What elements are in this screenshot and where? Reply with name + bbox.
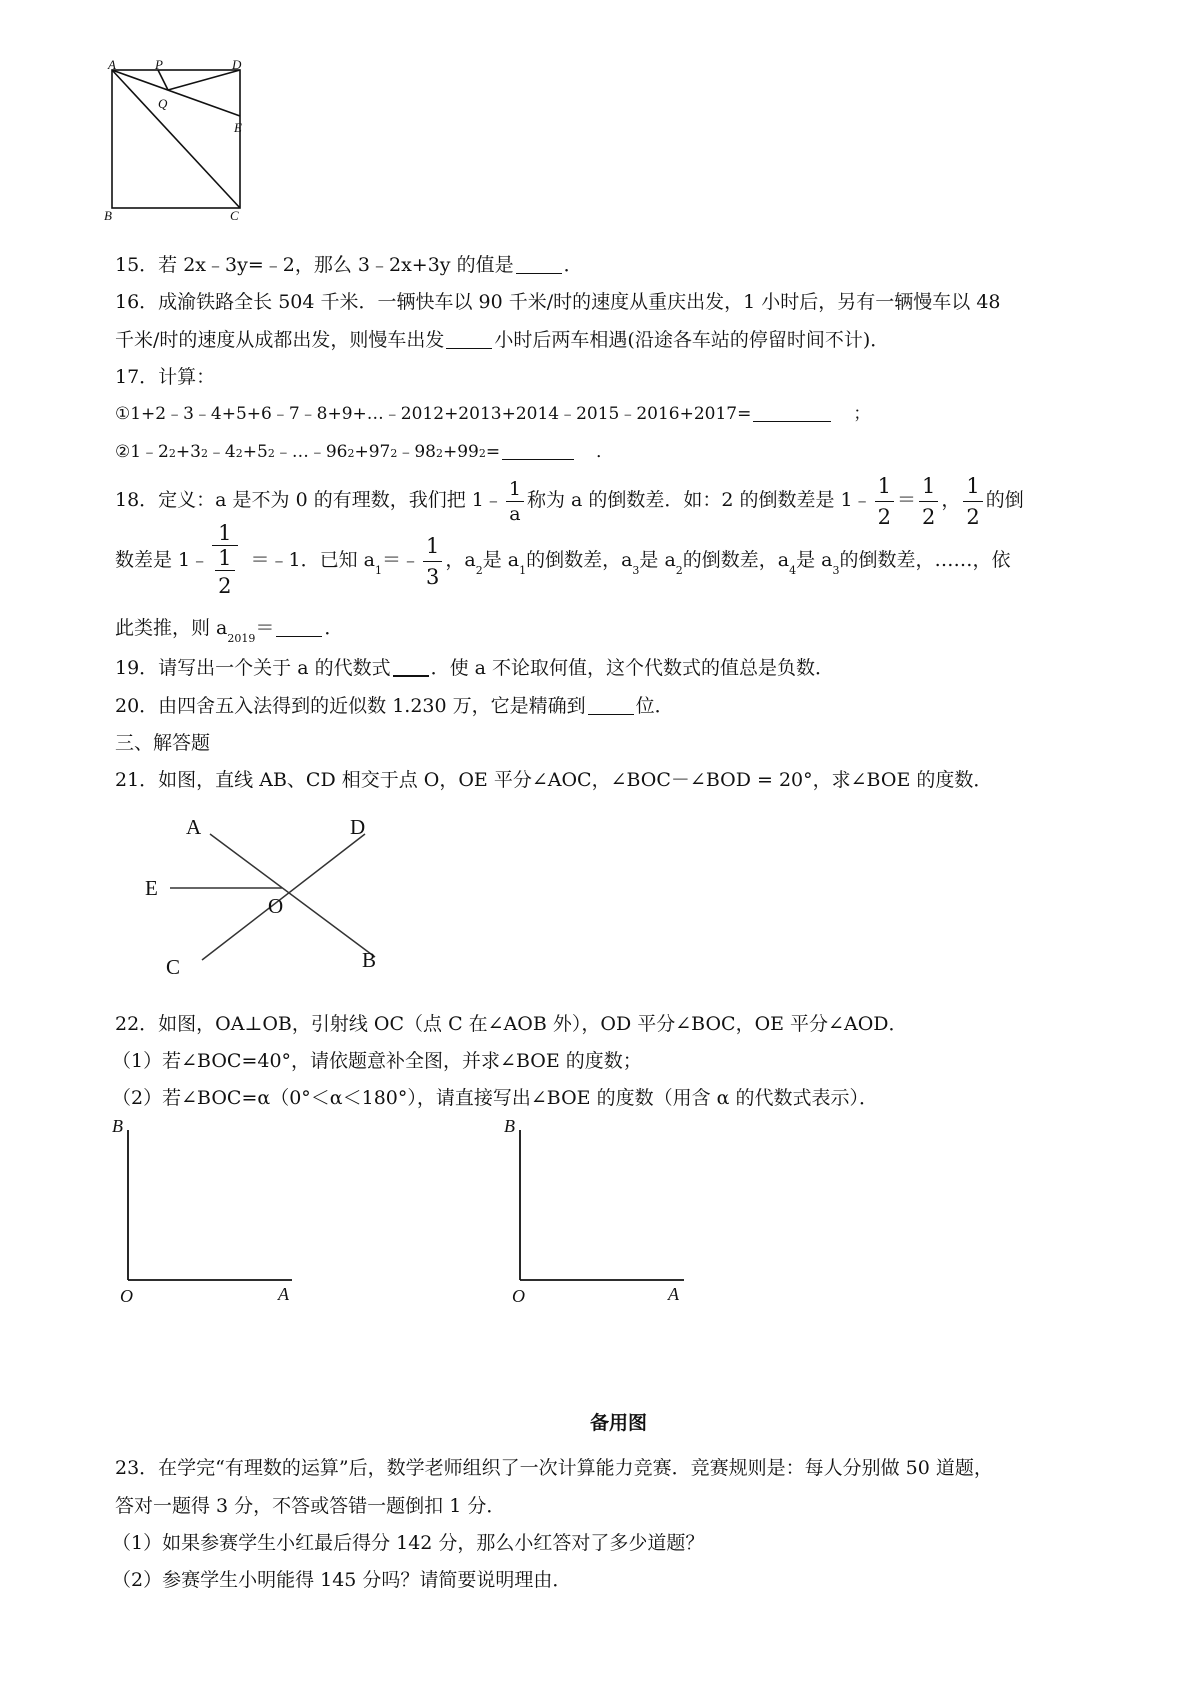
spare-right-angle-figure	[502, 1112, 702, 1312]
fig22-label-b: B	[112, 1116, 123, 1136]
fig21-label-d: D	[350, 815, 366, 839]
fig21-label-o: O	[268, 894, 284, 918]
question-23-part-2	[112, 1566, 571, 1594]
square-diagram	[100, 57, 270, 230]
q20-answer-blank[interactable]	[588, 696, 634, 715]
fig21-label-e: E	[145, 876, 158, 900]
square-figure	[100, 57, 270, 230]
half-num: 1	[963, 471, 982, 502]
question-22	[115, 1010, 908, 1038]
right-angle-figure	[110, 1112, 310, 1312]
label-p: P	[155, 57, 163, 72]
half-num: 1	[875, 471, 894, 502]
sub-1: 1	[374, 564, 382, 577]
q16-answer-blank[interactable]	[446, 330, 492, 349]
intersecting-lines-diagram	[140, 812, 420, 992]
q18-answer-blank[interactable]	[276, 618, 322, 637]
question-15	[115, 251, 583, 279]
q17-part2-tail: ．	[596, 442, 614, 462]
question-20	[115, 692, 674, 720]
label-a: A	[108, 57, 116, 72]
line-ab	[210, 834, 375, 957]
third-den: 3	[426, 564, 440, 589]
q18-l2d: ，a	[445, 549, 476, 571]
q15-tail: ．	[563, 254, 583, 276]
intersecting-lines-figure	[140, 812, 420, 992]
question-18-line-3	[115, 614, 343, 653]
label-b: B	[104, 208, 112, 223]
fig21-label-a: A	[186, 815, 202, 839]
fig22-label-a: A	[278, 1284, 289, 1304]
q18-l2b: ＝﹣1．已知 a	[250, 549, 375, 571]
fig21-label-b: B	[362, 948, 377, 972]
sub-1b: 1	[519, 564, 527, 577]
fig22-label-o: O	[120, 1286, 133, 1306]
q18-l1a: 18．定义：a 是不为 0 的有理数，我们把 1﹣	[115, 489, 503, 511]
sub-2019: 2019	[227, 632, 256, 645]
q17-part2-blank[interactable]	[502, 441, 574, 460]
q18-l2e: 是 a	[482, 549, 520, 571]
q18-l2c: ＝﹣	[381, 549, 420, 571]
q18-l1b: 称为 a 的倒数差．如：2 的倒数差是 1﹣	[526, 489, 872, 511]
q22-part2: （2）若∠BOC=α（0°＜α＜180°），请直接写出∠BOE 的度数（用含 α 的代数式表示）．	[112, 1087, 879, 1109]
question-16-line-1	[115, 288, 1001, 316]
half-den: 2	[922, 504, 936, 529]
fig21-label-c: C	[166, 955, 181, 979]
label-c: C	[230, 208, 239, 223]
q22-text: 22．如图，OA⊥OB，引射线 OC（点 C 在∠AOB 外），OD 平分∠BOC，OE 平分∠AOD．	[115, 1013, 908, 1035]
q15-answer-blank[interactable]	[516, 255, 562, 274]
question-18-line-2	[115, 520, 1011, 611]
inner-num: 1	[215, 546, 234, 571]
sub-2b: 2	[675, 564, 683, 577]
question-21	[115, 766, 992, 794]
question-16-line-2	[115, 326, 889, 354]
q16-line2b: 小时后两车相遇(沿途各车站的停留时间不计)．	[494, 329, 890, 351]
spare-figure-caption: 备用图	[590, 1412, 648, 1434]
question-22-part-2	[112, 1084, 878, 1112]
half-num: 1	[919, 471, 938, 502]
q17-part2-expression: ②1﹣22+32﹣42+52﹣…﹣962+972﹣982+992=	[115, 442, 501, 462]
q18-l1c: 的倒	[985, 489, 1024, 511]
question-19	[115, 654, 834, 682]
q23-part2: （2）参赛学生小明能得 145 分吗？请简要说明理由．	[112, 1569, 572, 1591]
sub-2: 2	[475, 564, 483, 577]
q18-l3-tail: ．	[324, 617, 344, 639]
q18-frac-num: 1	[506, 477, 524, 502]
q17-part1-blank[interactable]	[753, 403, 831, 422]
spare-label-a: A	[668, 1284, 679, 1304]
segment-qd	[168, 70, 240, 90]
sub-3: 3	[632, 564, 640, 577]
q20-a: 20．由四舍五入法得到的近似数 1.230 万，它是精确到	[115, 695, 586, 717]
q18-l2f: 的倒数差，a	[526, 549, 633, 571]
nested-den	[212, 546, 237, 601]
question-23-line-1	[115, 1454, 993, 1482]
half-den: 2	[877, 504, 891, 529]
q18-l2g: 是 a	[639, 549, 676, 571]
section-3-title: 三、解答题	[115, 732, 211, 754]
q17-title: 17．计算：	[115, 366, 216, 388]
sub-3b: 3	[832, 564, 840, 577]
q19-answer-blank[interactable]	[393, 657, 429, 677]
label-q: Q	[158, 96, 168, 111]
q18-fraction-third	[423, 531, 442, 592]
q18-nested-fraction	[212, 521, 237, 601]
question-23-part-1	[112, 1529, 704, 1557]
question-17-title	[115, 363, 215, 391]
q20-b: 位．	[635, 695, 674, 717]
q18-l3b: ＝	[255, 617, 275, 639]
q17-part1: ①1+2﹣3﹣4+5+6﹣7﹣8+9+…﹣2012+2013+2014﹣2015﹣2016+2017=	[115, 404, 752, 424]
q18-frac-den: a	[509, 502, 521, 525]
q21-text: 21．如图，直线 AB、CD 相交于点 O，OE 平分∠AOC，∠BOC－∠BOD = 20°，求∠BOE 的度数．	[115, 769, 993, 791]
third-num: 1	[423, 531, 442, 562]
q18-l2i: 是 a	[796, 549, 833, 571]
q18-l2a: 数差是 1﹣	[115, 549, 210, 571]
q18-l3a: 此类推，则 a	[115, 617, 228, 639]
q22-part1: （1）若∠BOC=40°，请依题意补全图，并求∠BOE 的度数；	[112, 1050, 642, 1072]
q23-line2: 答对一题得 3 分，不答或答错一题倒扣 1 分．	[115, 1495, 506, 1517]
half-den: 2	[966, 504, 980, 529]
right-angle-diagram	[110, 1112, 310, 1312]
q16-line2a: 千米/时的速度从成都出发，则慢车出发	[115, 329, 445, 351]
q19-b: ．使 a 不论取何值，这个代数式的值总是负数．	[430, 657, 835, 679]
q16-line1: 16．成渝铁路全长 504 千米．一辆快车以 90 千米/时的速度从重庆出发，1 小时后，另有一辆慢车以 48	[115, 291, 1001, 313]
question-22-part-1	[112, 1047, 642, 1075]
q15-text: 15．若 2x﹣3y=﹣2，那么 3﹣2x+3y 的值是	[115, 254, 514, 276]
question-17-part-1	[115, 400, 870, 428]
q23-line1: 23．在学完“有理数的运算”后，数学老师组织了一次计算能力竞赛．竞赛规则是：每人分别做 50 道题，	[115, 1457, 993, 1479]
spare-label-o: O	[512, 1286, 525, 1306]
nested-inner-fraction	[215, 546, 234, 601]
q18-fraction-1-over-a	[506, 477, 524, 526]
question-23-line-2	[115, 1492, 505, 1520]
diagonal-ac	[112, 70, 240, 208]
q18-l2j: 的倒数差，……，依	[839, 549, 1011, 571]
spare-label-b: B	[504, 1116, 515, 1136]
section-3-heading	[115, 729, 210, 757]
q18-l2h: 的倒数差，a	[682, 549, 790, 571]
nested-num: 1	[212, 521, 237, 546]
q19-a: 19．请写出一个关于 a 的代数式	[115, 657, 391, 679]
q17-part1-tail: ；	[853, 404, 871, 424]
spare-right-angle-diagram	[502, 1112, 702, 1312]
question-17-part-2	[115, 438, 613, 468]
q18-eq: ＝	[896, 489, 916, 511]
inner-den: 2	[218, 574, 232, 598]
q23-part1: （1）如果参赛学生小红最后得分 142 分，那么小红答对了多少道题？	[112, 1532, 705, 1554]
label-e: E	[234, 120, 242, 135]
line-cd	[202, 834, 365, 960]
q18-comma: ，	[941, 489, 961, 511]
label-d: D	[232, 57, 242, 72]
sub-4: 4	[789, 564, 797, 577]
segment-ae	[112, 70, 240, 116]
